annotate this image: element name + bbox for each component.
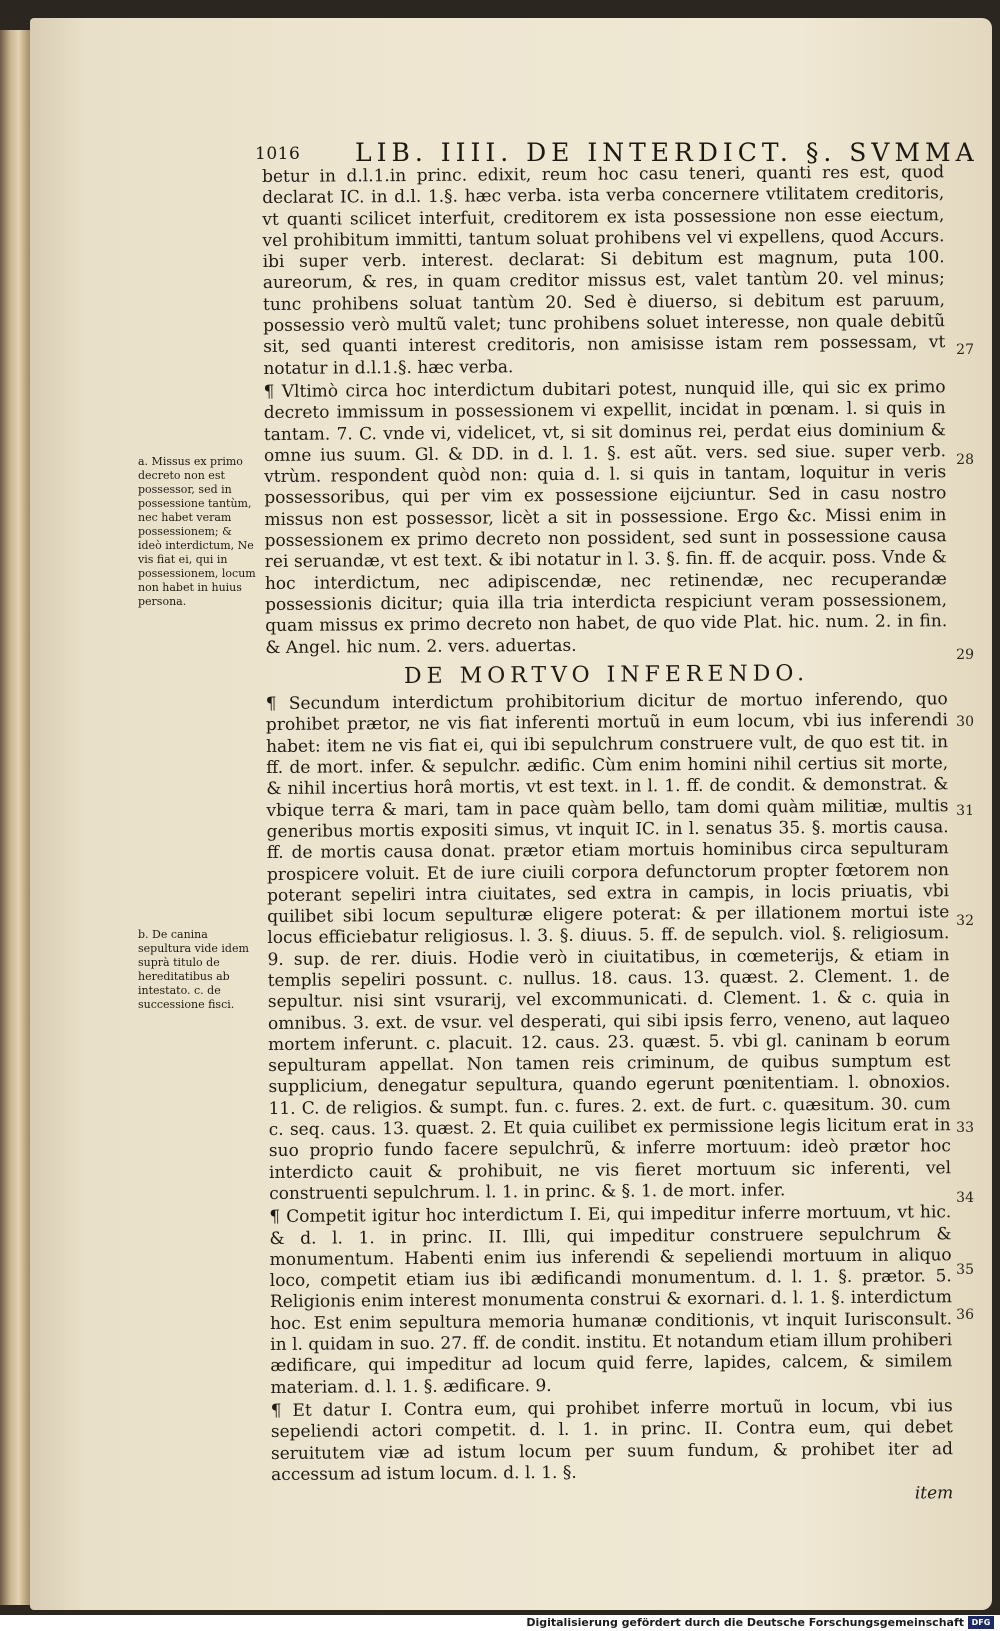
- line-number: 33: [956, 1120, 974, 1136]
- margin-note-a: a. Missus ex primo decreto non est possessor, sed in possessione tantùm, nec habet veram possessionem; & ideò interdictum, Ne vis fiat ei, qui in possessionem, locum non habet in huius persona.: [138, 455, 256, 608]
- paragraph: ¶ Et datur I. Contra eum, qui prohibet inferre mortuũ in locum, vbi ius sepeliendi actori competit. d. l. 1. in princ. II. Contra eum, qui debet seruitutem viæ ad istum locum per suum fundum, & prohibet iter ad accessum ad istum locum. d. l. 1. §.: [271, 1396, 954, 1486]
- paragraph: ¶ Secundum interdictum prohibitorium dicitur de mortuo inferendo, quo prohibet prætor, ne vis fiat inferenti mortuũ in eum locum, vbi ius inferendi habet: item ne vis fiat ei, qui ibi sepulchrum construere vult, de quo est tit. in ff. de mort. infer. & sepulchr. ædific. Cùm enim homini nihil certius sit morte, & nihil incertius horâ mortis, vt est text. in l. 1. ff. de condit. & demonstrat. & vbique terra & mari, tam in pace quàm bello, tam domi quàm militiæ, multis generibus mortis expositi simus, vt inquit IC. in l. senatus 35. §. mortis causa. ff. de mortis causa donat. prætor etiam mortuis hominibus circa sepulturam prospicere voluit. Et de iure ciuili corpora defunctorum propter fœtorem non poterant sepeliri intra ciuitates, sed extra in campis, in locis priuatis, vbi quilibet sibi locum sepulturæ eligere poterat: & per illationem mortui iste locus efficiebatur religiosus. l. 3. §. diuus. 5. ff. de sepulch. viol. §. religiosum. 9. sup. de rer. diuis. Hodie verò in ciuitatibus, in cœmeterijs, & etiam in templis sepeliri possunt. c. nullus. 18. caus. 13. quæst. 2. Clement. 1. de sepultur. nisi sint vsurarij, vel excommunicati. d. Clement. 1. & c. quia in omnibus. 3. ext. de vsur. vel desperati, qui sibi ipsis ferro, veneno, aut laqueo mortem inferunt. c. placuit. 12. caus. 23. quæst. 5. vbi gl. caninam b eorum sepulturam appellat. Non tamen reis criminum, de quibus sumptum est supplicium, denegatur sepultura, quando egerunt pœnitentiam. l. obnoxios. 11. C. de religios. & sumpt. fun. c. fures. 2. ext. de furt. c. quæsitum. 30. cum c. seq. caus. 13. quæst. 2. Et quia cuilibet ex permissione legis licitum erat in suo proprio fundo facere sepulchrũ, & inferre mortuum: ideò prætor hoc interdicto cauit & prohibuit, ne vis fieret mortuum sic inferenti, vel construenti sepulchrum. l. 1. in princ. & §. 1. de mort. infer.: [266, 689, 952, 1205]
- footer-credit: Digitalisierung gefördert durch die Deutsche Forschungsgemeinschaft: [526, 1616, 964, 1629]
- paragraph: ¶ Competit igitur hoc interdictum I. Ei, qui impeditur inferre mortuum, vt hic. & d. l. 1. in princ. II. Illi, qui impeditur construere sepulchrum & monumentum. Habenti enim ius inferendi & sepeliendi mortuum in aliquo loco, competit etiam ius ibi ædificandi monumentum. d. l. 1. §. prætor. 5. Religionis enim interest monumenta construi & exornari. d. l. 1. §. interdictum hoc. Est enim sepultura memoria humanæ conditionis, vt inquit Iurisconsult. in l. quidam in suo. 27. ff. de condit. institu. Et notandum etiam illum prohiberi ædificare, qui impeditur ad locum quid ferre, lapides, calcem, & similem materiam. d. l. 1. §. ædificare. 9.: [269, 1202, 952, 1398]
- line-number: 30: [956, 714, 974, 730]
- page-edge: [0, 30, 34, 1605]
- line-number: 34: [956, 1190, 974, 1206]
- catchword: item: [914, 1483, 954, 1504]
- dfg-logo: DFG: [968, 1616, 994, 1629]
- margin-note-b: b. De canina sepultura vide idem suprà titulo de hereditatibus ab intestato. c. de successione fisci.: [138, 928, 249, 1011]
- page-number: 1016: [255, 144, 301, 164]
- section-heading: DE MORTVO INFERENDO.: [403, 661, 810, 689]
- running-title: LIB. IIII. DE INTERDICT. §. SVMMA: [355, 138, 979, 167]
- line-number: 36: [956, 1307, 974, 1323]
- main-text: [262, 162, 953, 1511]
- line-number: 35: [956, 1262, 974, 1278]
- line-number: 29: [956, 647, 974, 663]
- line-number: 32: [956, 913, 974, 929]
- paragraph: ¶ Vltimò circa hoc interdictum dubitari potest, nunquid ille, qui sic ex primo decreto immissum in possessionem vi expellit, incidat in pœnam. l. si quis in tantam. 7. C. vnde vi, videlicet, vt, si sit dominus rei, perdat eius dominium & omne ius suum. Gl. & DD. in d. l. 1. §. est aũt. vers. sed siue. super verb. vtrùm. respondent quòd non: quia d. l. si quis in tantam, loquitur in veris possessoribus, qui per vim ex possessione eijciuntur. Sed in casu nostro missus non est possessor, licèt a sit in possessione. Ergo &c. Missi enim in possessionem ex primo decreto non possident, sed sunt in possessione causa rei seruandæ, vt est text. & ibi notatur in l. 3. §. fin. ff. de acquir. poss. Vnde & hoc interdictum, nec adipiscendæ, nec retinendæ, nec recuperandæ possessionis dicitur; quia illa tria interdicta respiciunt veram possessionem, quam missus ex primo decreto non habet, de quo vide Plat. hic. num. 2. in fin. & Angel. hic num. 2. vers. aduertas.: [264, 377, 948, 659]
- line-number: 27: [956, 342, 974, 358]
- paragraph-continuation: betur in d.l.1.in princ. edixit, reum hoc casu teneri, quanti res est, quod declarat IC. in d.l. 1.§. hæc verba. ista verba concernere vtilitatem creditoris, vt quanti scilicet interfuit, creditorem ex ista possessione non esse eiectum, vel prohibitum immitti, tantum soluat prohibens vel vi expellens, quod Accurs. ibi super verb. interest. declarat: Si debitum est magnum, puta 100. aureorum, & res, in quam creditor missus est, valet tantùm 20. vel minus; tunc prohibens soluat tantùm 20. Sed è diuerso, si debitum est paruum, possessio verò multũ valet; tunc prohibens soluet interesse, non quale debitũ sit, sed quanti interest creditoris, non amisisse istam rem possessam, vt notatur in d.l.1.§. hæc verba.: [262, 162, 946, 379]
- footer-bar: [0, 1615, 1000, 1631]
- line-number: 28: [956, 452, 974, 468]
- line-number: 31: [956, 803, 974, 819]
